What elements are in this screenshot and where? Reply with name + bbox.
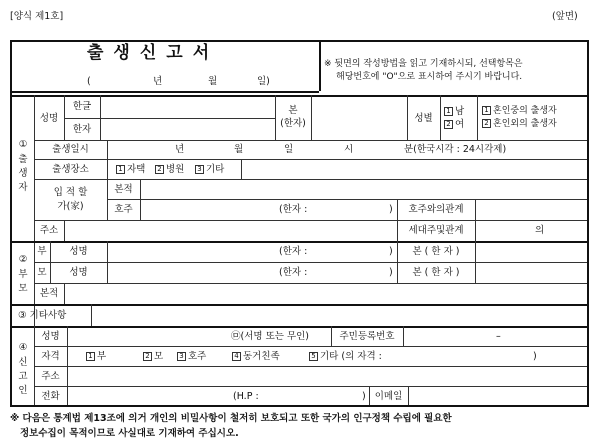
section1-label-char-2: 생 <box>18 168 28 179</box>
section2-number: ② <box>18 254 28 265</box>
section2-label-char-1: 부 <box>18 269 28 280</box>
section3-label: ③ 기타사항 <box>18 310 67 321</box>
qualification-option-mother[interactable]: 2 모 <box>143 351 163 362</box>
birth-datetime-label: 출생일시 <box>52 144 89 155</box>
reporter-email-label: 이메일 <box>374 391 403 402</box>
origin-hanja-label: (한자) <box>280 118 306 129</box>
title-date-year: 년 <box>153 76 163 87</box>
qualification-option-other[interactable]: 5 기타 (의 자격 : <box>309 351 382 362</box>
parents-domicile-label: 본적 <box>39 288 59 299</box>
qualification-label: 자격 <box>41 351 60 362</box>
sex-option-female[interactable]: 2 여 <box>444 119 464 130</box>
household-of: 의 <box>535 225 545 236</box>
hanja-name-field[interactable] <box>101 119 274 139</box>
section4-label-char-3: 인 <box>18 385 28 396</box>
option-number-box: 1 <box>482 106 491 115</box>
birthplace-option-home[interactable]: 1 자택 <box>116 164 145 175</box>
head-relation-label: 호주와의관계 <box>408 204 464 215</box>
head-hanja-open: (한자 : <box>279 204 308 215</box>
option-number-box: 1 <box>86 352 95 361</box>
qualification-close: ) <box>533 351 537 362</box>
option-number-box: 2 <box>444 120 453 129</box>
option-number-box: 2 <box>155 165 164 174</box>
other-matters-field[interactable] <box>92 305 586 325</box>
title-date-day: 일) <box>257 76 270 87</box>
address-label: 주소 <box>39 225 59 236</box>
father-hanja-close: ) <box>389 246 393 257</box>
option-number-box: 5 <box>309 352 318 361</box>
birth-year-unit: 년 <box>175 144 185 155</box>
option-number-box: 1 <box>444 107 453 116</box>
option-number-box: 1 <box>116 165 125 174</box>
title-date-month: 월 <box>208 76 218 87</box>
address-field[interactable] <box>65 221 396 240</box>
reporter-address-field[interactable] <box>68 367 586 385</box>
reporter-name-label: 성명 <box>41 331 60 342</box>
sex-label: 성별 <box>414 113 433 124</box>
qualification-option-head[interactable]: 3 호주 <box>177 351 206 362</box>
reporter-hp-open: (H.P : <box>233 391 259 402</box>
reporter-seal-text: ㉤(서명 또는 무인) <box>231 331 310 342</box>
father-hanja-open: (한자 : <box>279 246 308 257</box>
qualification-option-father[interactable]: 1 부 <box>86 351 106 362</box>
mother-origin-label: 본 ( 한 자 ) <box>412 267 460 278</box>
resident-number-dash: – <box>496 331 501 342</box>
birth-report-form <box>10 40 589 407</box>
registry-label-line-1: 입 적 할 <box>53 187 88 198</box>
birthplace-label: 출생장소 <box>52 164 89 175</box>
front-page-label: (앞면) <box>552 11 578 22</box>
origin-label: 본 <box>288 105 298 116</box>
section4-number: ④ <box>18 342 28 353</box>
section4-label-char-2: 고 <box>18 371 28 382</box>
section4-label-char-1: 신 <box>18 357 28 368</box>
father-name-label: 성명 <box>69 246 88 257</box>
registry-label-line-2: 가(家) <box>57 201 84 212</box>
section2-label-char-2: 모 <box>18 283 28 294</box>
notice-line-1: ※ 뒷면의 작성방법을 읽고 기재하시되, 선택항목은 <box>324 59 523 69</box>
household-relation-label: 세대주및관계 <box>408 225 464 236</box>
reporter-phone-label: 전화 <box>41 391 60 402</box>
father-origin-label: 본 ( 한 자 ) <box>412 246 460 257</box>
mother-label: 모 <box>37 267 47 278</box>
form-title: 출생신고서 <box>87 43 220 63</box>
option-number-box: 2 <box>143 352 152 361</box>
head-hanja-close: ) <box>389 204 393 215</box>
option-number-box: 2 <box>482 119 491 128</box>
marriage-option-out[interactable]: 2 혼인외의 출생자 <box>482 119 557 130</box>
birth-day-unit: 일 <box>284 144 294 155</box>
father-label: 부 <box>37 246 47 257</box>
marriage-option-in[interactable]: 1 혼인중의 출생자 <box>482 106 557 117</box>
option-number-box: 4 <box>232 352 241 361</box>
registry-domicile-field[interactable] <box>141 180 586 198</box>
hanja-label: 한자 <box>72 124 92 135</box>
form-number: [양식 제1호] <box>10 11 64 22</box>
mother-hanja-open: (한자 : <box>279 267 308 278</box>
hangul-name-field[interactable] <box>101 96 274 117</box>
origin-field[interactable] <box>312 96 406 139</box>
option-number-box: 3 <box>195 165 204 174</box>
birthplace-option-other[interactable]: 3 기타 <box>195 164 224 175</box>
head-label: 호주 <box>114 204 133 215</box>
option-number-box: 3 <box>177 352 186 361</box>
resident-number-label: 주민등록번호 <box>339 331 395 342</box>
birth-minute-unit: 분(한국시각 : 24시각제) <box>404 144 507 155</box>
sex-option-male[interactable]: 1 남 <box>444 106 464 117</box>
hangul-label: 한글 <box>72 101 92 112</box>
reporter-address-label: 주소 <box>41 371 60 382</box>
section1-label-char-1: 출 <box>18 154 28 165</box>
footer-notice-line-1: ※ 다음은 통계법 제13조에 의거 개인의 비밀사항이 철저히 보호되고 또한 국가의 인구정책 수립에 필요한 <box>10 413 452 424</box>
footer-notice-line-2: 정보수집이 목적이므로 사실대로 기재하여 주십시오. <box>20 428 239 439</box>
mother-hanja-close: ) <box>389 267 393 278</box>
registry-domicile-label: 본적 <box>114 184 133 195</box>
qualification-option-cohabiting-relative[interactable]: 4 동거친족 <box>232 351 280 362</box>
name-label: 성명 <box>39 113 59 124</box>
title-date-open: ( <box>87 76 91 87</box>
notice-line-2: 해당번호에 "O"으로 표시하여 주시기 바랍니다. <box>336 72 523 82</box>
reporter-hp-close: ) <box>362 391 366 402</box>
section1-number: ① <box>18 139 28 150</box>
birth-month-unit: 월 <box>234 144 244 155</box>
parents-domicile-field[interactable] <box>65 284 586 303</box>
mother-origin-field[interactable] <box>476 263 586 282</box>
reporter-email-field[interactable] <box>409 387 586 404</box>
section1-label-char-3: 자 <box>18 182 28 193</box>
mother-name-label: 성명 <box>69 267 88 278</box>
father-origin-field[interactable] <box>476 242 586 261</box>
birth-hour-unit: 시 <box>344 144 354 155</box>
birthplace-option-hospital[interactable]: 2 병원 <box>155 164 184 175</box>
